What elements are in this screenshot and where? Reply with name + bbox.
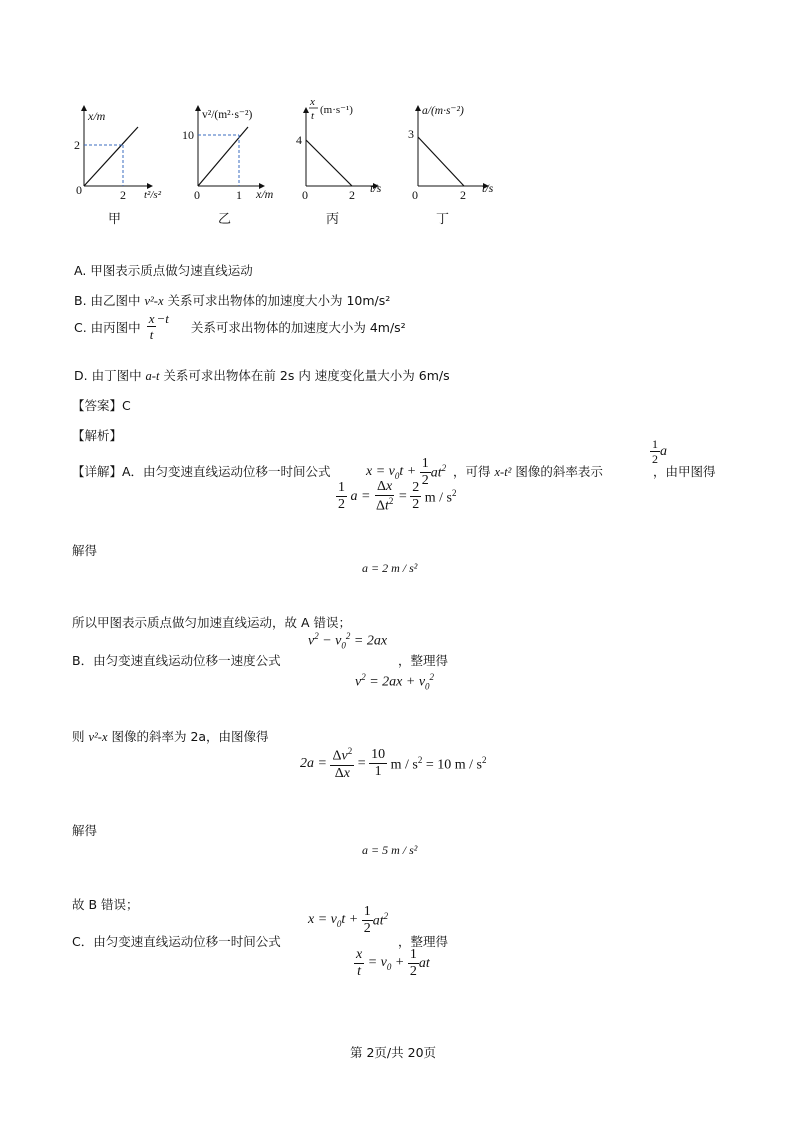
- formula1: $x = v_0t$ + $\frac{1}{2}$ $at^2$: [366, 456, 447, 488]
- b-mid: ，整理得: [398, 653, 449, 668]
- option-d-var: a-t: [145, 369, 160, 383]
- graph-ding: [404, 98, 514, 228]
- yi-ytick: 10: [182, 128, 194, 142]
- option-b-var: v²-x: [144, 294, 164, 308]
- ding-ytick: 3: [408, 127, 414, 141]
- detail-line1-var: x-t²: [494, 465, 512, 479]
- ding-xtick: 2: [460, 188, 466, 202]
- detail-line1-post: 图像的斜率表示: [511, 464, 603, 479]
- bing-ylabel-den: t: [311, 110, 315, 122]
- slope-a: $\frac{1}{2}$ a: [652, 437, 667, 466]
- option-a: A. 甲图表示质点做匀速直线运动: [74, 263, 253, 278]
- option-c: [74, 312, 406, 341]
- slope-line-post: 图像的斜率为 2a，由图像得: [107, 729, 269, 744]
- jia-ylabel: x/m: [88, 109, 106, 123]
- formula5: a = 5 m / s²: [362, 843, 418, 857]
- yi-xlabel: x/m: [256, 187, 274, 201]
- graph-yi: [182, 98, 296, 228]
- formula2: $\frac{1}{2}$ a = $\frac{\Delta x}{\Delta t^2}$ = $\frac{2}{2}$ m / $s^2$: [338, 479, 457, 514]
- c-formula2: $\frac{x}{t}$ = $v_0$ + $\frac{1}{2}$ at: [356, 947, 430, 979]
- page-footer: 第 2页/共 20页: [350, 1045, 437, 1060]
- c-mid: ，整理得: [398, 934, 449, 949]
- slope-line-var: v²-x: [88, 730, 108, 744]
- analysis-heading: 【解析】: [72, 428, 123, 443]
- yi-ylabel: v²/(m²·s⁻²): [202, 109, 253, 121]
- option-c-pre: C. 由丙图中: [74, 319, 141, 335]
- option-b-pre: B. 由乙图中: [74, 293, 145, 308]
- yi-xtick: 1: [236, 188, 242, 202]
- ding-origin: 0: [412, 188, 418, 202]
- bing-ylabel-num: x: [310, 96, 315, 108]
- detail-line1-mid: ，可得: [453, 464, 495, 479]
- option-d: [74, 366, 450, 384]
- graph-jia: [70, 98, 170, 228]
- option-c-post: 关系可求出物体的加速度大小为 4m/s²: [190, 319, 406, 335]
- yi-name: 乙: [218, 211, 232, 226]
- ding-ylabel: a/(m·s⁻²): [422, 105, 464, 117]
- jia-ytick: 2: [74, 138, 80, 152]
- jiede-1: 解得: [72, 543, 98, 558]
- option-c-tail: −t: [156, 310, 169, 326]
- graph-bing: [294, 92, 404, 228]
- slope-line: [72, 727, 269, 745]
- c-line: C．由匀变速直线运动位移一时间公式: [72, 934, 281, 949]
- bing-xtick: 2: [349, 188, 355, 202]
- slope-line-pre: 则: [72, 729, 89, 744]
- jia-origin: 0: [76, 183, 82, 197]
- bing-origin: 0: [302, 188, 308, 202]
- option-d-post: 关系可求出物体在前 2s 内 速度变化量大小为 6m/s: [159, 368, 450, 383]
- formula4: 2a = $\frac{\Delta v^2}{\Delta x}$ = $\frac{10}{1}$ $m / s^2 = 10$ m / $s^2$: [300, 746, 487, 781]
- jia-xlabel: t²/s²: [144, 189, 161, 201]
- detail-line1-end: ，由甲图得: [653, 464, 716, 479]
- conclusion-a: 所以甲图表示质点做匀加速直线运动，故 A 错误；: [72, 615, 351, 630]
- conclusion-b: 故 B 错误；: [72, 897, 139, 912]
- bing-xlabel: t/s: [370, 181, 382, 195]
- option-b: [74, 291, 390, 309]
- formula3: a = 2 m / s²: [362, 561, 418, 575]
- b-line: B．由匀变速直线运动位移一速度公式: [72, 653, 281, 668]
- bing-name: 丙: [326, 211, 340, 226]
- ding-xlabel: t/s: [482, 181, 494, 195]
- bing-ytick: 4: [296, 133, 302, 147]
- option-b-post: 关系可求出物体的加速度大小为 10m/s²: [163, 293, 391, 308]
- bing-ylabel-unit: (m·s⁻¹): [320, 104, 353, 116]
- option-c-num: x: [148, 311, 155, 326]
- b-formula2: $v^2 = 2ax + v_0^2$: [355, 672, 435, 692]
- c-formula: $x = v_0t$ + $\frac{1}{2}$ $at^2$: [308, 904, 389, 936]
- ding-name: 丁: [436, 211, 450, 226]
- option-d-pre: D. 由丁图中: [74, 368, 146, 383]
- jia-name: 甲: [108, 211, 122, 226]
- yi-origin: 0: [194, 188, 200, 202]
- jiede-2: 解得: [72, 823, 98, 838]
- detail-line1-pre: 【详解】A．由匀变速直线运动位移一时间公式: [72, 464, 331, 479]
- answer: 【答案】C: [72, 398, 131, 413]
- option-c-den: t: [149, 327, 154, 342]
- b-formula: $v^2 - v_0^2 = 2ax$: [308, 631, 388, 651]
- jia-xtick: 2: [120, 188, 126, 202]
